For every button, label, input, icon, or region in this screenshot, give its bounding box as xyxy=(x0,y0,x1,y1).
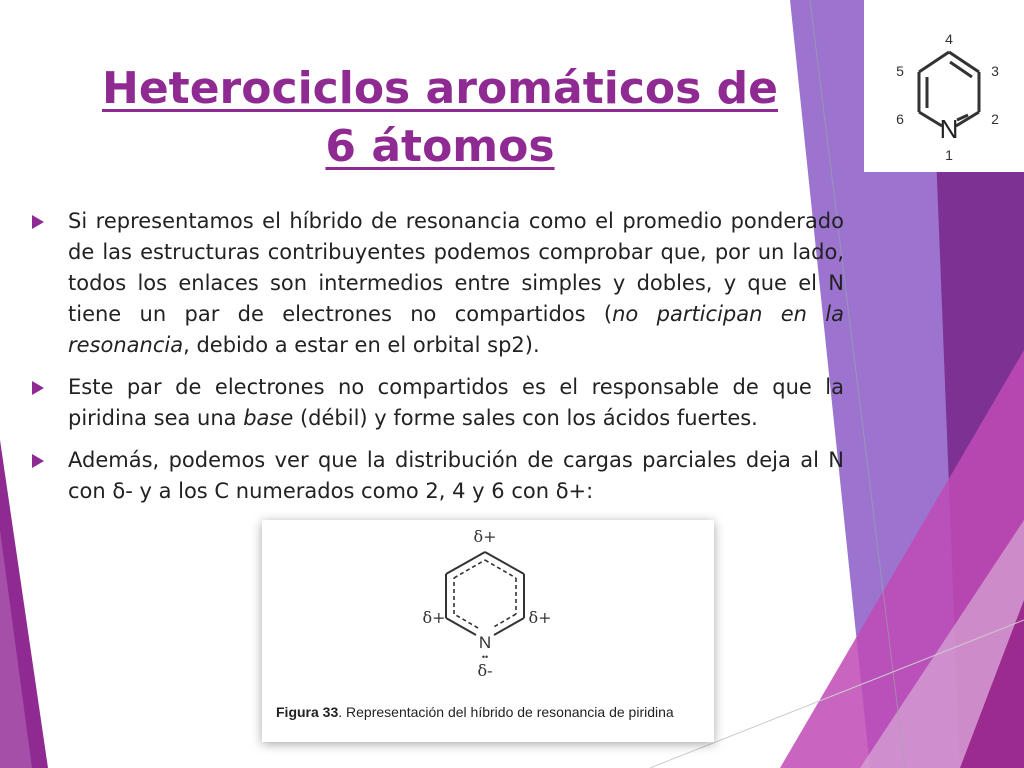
figure-caption-number: Figura 33 xyxy=(276,704,339,720)
bullet-item xyxy=(28,445,844,507)
position-4-label: 4 xyxy=(945,31,953,47)
figure-n-label: N xyxy=(478,633,492,652)
position-2-label: 2 xyxy=(991,111,999,127)
bullet-text: Si representamos el híbrido de resonancia como el promedio ponderado de las estructuras contribuyentes podemos comprobar que, por un lado, todos los enlaces son intermedios entre simples y dobles, y que el N tiene un par de electrones no compartidos ( xyxy=(68,209,844,326)
resonance-hybrid-structure xyxy=(262,520,714,695)
figure-caption-text: . Representación del híbrido de resonancia de piridina xyxy=(338,704,674,720)
resonance-hybrid-figure xyxy=(262,520,714,742)
bullet-text-italic: no participan en la resonancia xyxy=(68,302,845,357)
title-line-2: 6 átomos xyxy=(325,121,555,172)
bullet-list xyxy=(28,206,844,518)
bullet-text: Además, podemos ver que la distribución de cargas parciales deja al N con δ- y a los C numerados como 2, 4 y 6 con δ+: xyxy=(68,448,844,503)
bullet-item xyxy=(28,206,844,361)
charge-left-label: δ+ xyxy=(422,608,446,627)
position-1-label: 1 xyxy=(945,147,953,163)
position-6-label: 6 xyxy=(896,111,904,127)
bullet-arrow-icon xyxy=(32,454,44,468)
bullet-arrow-icon xyxy=(32,215,44,229)
figure-caption xyxy=(276,704,674,720)
bullet-item xyxy=(28,372,844,434)
charge-top-label: δ+ xyxy=(473,527,497,546)
charge-right-label: δ+ xyxy=(528,608,552,627)
position-5-label: 5 xyxy=(896,63,904,79)
bullet-text: (débil) y forme sales con los ácidos fuertes. xyxy=(293,406,758,430)
bullet-text-italic: base xyxy=(243,406,294,430)
charge-n-label: δ- xyxy=(477,661,493,680)
bullet-arrow-icon xyxy=(32,381,44,395)
bullet-text: , debido a estar en el orbital sp2). xyxy=(183,333,540,357)
slide-title xyxy=(60,60,820,176)
pyridine-numbered-image xyxy=(864,0,1024,172)
title-line-1: Heterociclos aromáticos de xyxy=(102,63,778,114)
pyridine-numbered-structure xyxy=(864,0,1024,172)
position-3-label: 3 xyxy=(991,63,999,79)
pyridine-n-label: N xyxy=(939,114,959,144)
bullet-text: Este par de electrones no compartidos es el responsable de que la piridina sea una xyxy=(68,375,844,430)
lone-pair-dots: •• xyxy=(481,652,489,662)
